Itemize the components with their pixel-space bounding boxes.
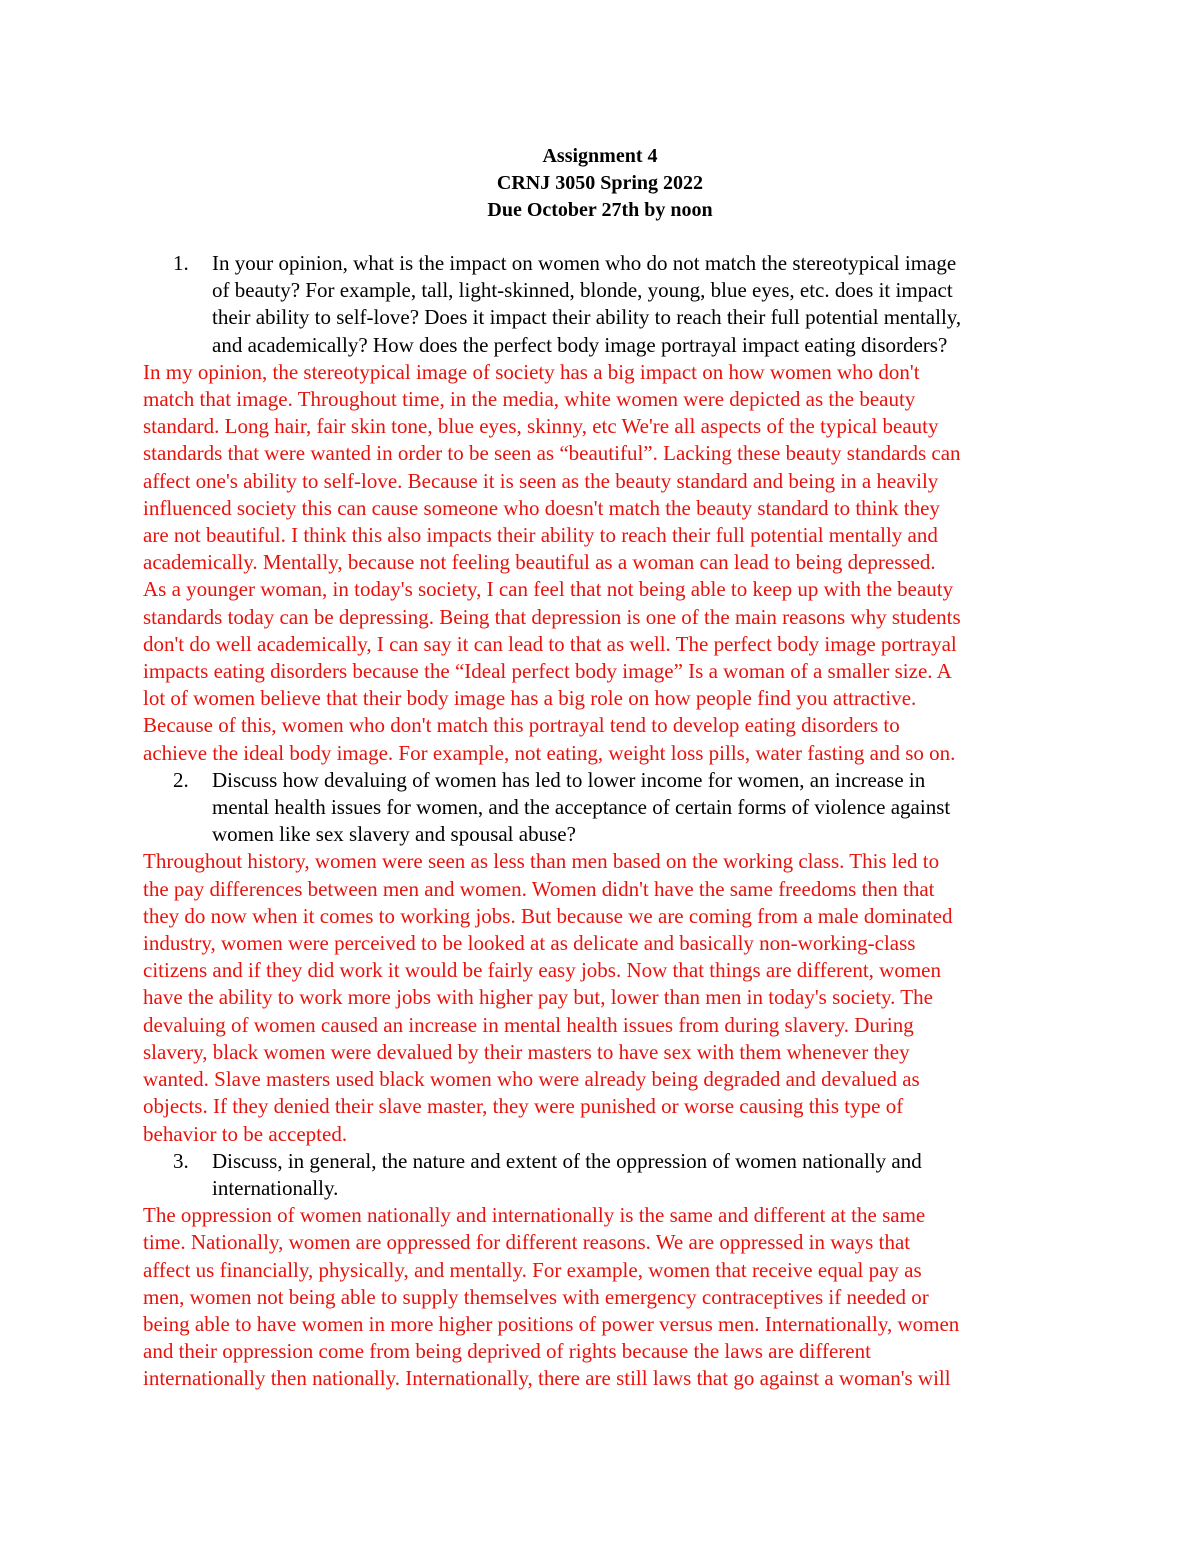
question-1: [143, 250, 1058, 359]
question-line: In your opinion, what is the impact on women who do not match the stereotypical image: [212, 251, 957, 275]
answer-line: behavior to be accepted.: [143, 1121, 348, 1146]
question-number: 1.: [173, 251, 189, 275]
answer-line: wanted. Slave masters used black women who were already being degraded and devalued as: [143, 1067, 920, 1092]
answer-line: the pay differences between men and women. Women didn't have the same freedoms then that: [143, 876, 935, 901]
answer-line: academically. Mentally, because not feeling beautiful as a woman can lead to being depressed.: [143, 550, 936, 575]
question-line: mental health issues for women, and the acceptance of certain forms of violence against: [212, 795, 951, 820]
answer-line: time. Nationally, women are oppressed for different reasons. We are oppressed in ways that: [143, 1230, 911, 1255]
question-line: their ability to self-love? Does it impact their ability to reach their full potential mentally,: [212, 305, 962, 330]
answer-line: lot of women believe that their body image has a big role on how people find you attractive.: [143, 686, 917, 711]
answer-line: affect us financially, physically, and mentally. For example, women that receive equal pay as: [143, 1257, 922, 1282]
question-line: Discuss how devaluing of women has led to lower income for women, an increase in: [212, 767, 926, 792]
answer-1: [143, 359, 1063, 767]
course-line: CRNJ 3050 Spring 2022: [496, 172, 704, 194]
answer-line: As a younger woman, in today's society, I can feel that not being able to keep up with the beauty: [143, 577, 954, 602]
answer-line: being able to have women in more higher positions of power versus men. Internationally, women: [143, 1311, 960, 1336]
answer-line: men, women not being able to supply themselves with emergency contraceptives if needed or: [143, 1284, 929, 1309]
assignment-title: Assignment 4: [542, 145, 658, 167]
answer-line: achieve the ideal body image. For example, not eating, weight loss pills, water fasting and so on.: [143, 740, 956, 765]
answer-line: citizens and if they did work it would be fairly easy jobs. Now that things are different, women: [143, 958, 941, 983]
answer-3: [143, 1202, 1063, 1392]
answer-line: influenced society this can cause someone who doesn't match the beauty standard to think they: [143, 495, 940, 520]
answer-line: match that image. Throughout time, in the media, white women were depicted as the beauty: [143, 387, 916, 412]
answer-line: internationally then nationally. Internationally, there are still laws that go against a woman's will: [143, 1366, 951, 1391]
answer-line: standards today can be depressing. Being that depression is one of the main reasons why students: [143, 604, 961, 629]
answer-line: have the ability to work more jobs with higher pay but, lower than men in today's society. The: [143, 985, 933, 1010]
answer-line: slavery, black women were devalued by their masters to have sex with them whenever they: [143, 1039, 910, 1064]
question-3: [143, 1148, 1058, 1202]
answer-line: In my opinion, the stereotypical image of society has a big impact on how women who don't: [143, 359, 920, 384]
due-date-line: Due October 27th by noon: [487, 199, 713, 221]
question-number: 2.: [173, 767, 189, 792]
question-number: 3.: [173, 1148, 189, 1173]
answer-line: affect one's ability to self-love. Because it is seen as the beauty standard and being in a heavily: [143, 468, 939, 493]
question-line: internationally.: [212, 1175, 339, 1200]
answer-line: objects. If they denied their slave master, they were punished or worse causing this type of: [143, 1094, 904, 1119]
question-line: of beauty? For example, tall, light-skinned, blonde, young, blue eyes, etc. does it impact: [212, 278, 953, 303]
answer-line: are not beautiful. I think this also impacts their ability to reach their full potential mentally and: [143, 523, 938, 548]
answer-line: Because of this, women who don't match this portrayal tend to develop eating disorders to: [143, 713, 900, 738]
document-header: [0, 143, 1200, 224]
question-2: [143, 767, 1058, 849]
answer-line: standards that were wanted in order to be seen as “beautiful”. Lacking these beauty standards can: [143, 441, 961, 466]
answer-line: standard. Long hair, fair skin tone, blue eyes, skinny, etc We're all aspects of the typical beauty: [143, 414, 939, 439]
answer-line: The oppression of women nationally and internationally is the same and different at the same: [143, 1203, 926, 1228]
question-line: and academically? How does the perfect body image portrayal impact eating disorders?: [212, 332, 948, 357]
answer-line: industry, women were perceived to be looked at as delicate and basically non-working-class: [143, 931, 916, 956]
answer-line: devaluing of women caused an increase in mental health issues from during slavery. During: [143, 1012, 914, 1037]
answer-line: they do now when it comes to working jobs. But because we are coming from a male dominated: [143, 903, 953, 928]
answer-line: impacts eating disorders because the “Ideal perfect body image” Is a woman of a smaller size. A: [143, 659, 952, 684]
question-line: Discuss, in general, the nature and extent of the oppression of women nationally and: [212, 1148, 922, 1173]
answer-line: and their oppression come from being deprived of rights because the laws are different: [143, 1339, 871, 1364]
answer-2: [143, 848, 1063, 1147]
answer-line: Throughout history, women were seen as less than men based on the working class. This led to: [143, 849, 940, 874]
document-body: [143, 250, 1073, 1393]
question-line: women like sex slavery and spousal abuse?: [212, 822, 576, 847]
answer-line: don't do well academically, I can say it can lead to that as well. The perfect body image portrayal: [143, 631, 957, 656]
